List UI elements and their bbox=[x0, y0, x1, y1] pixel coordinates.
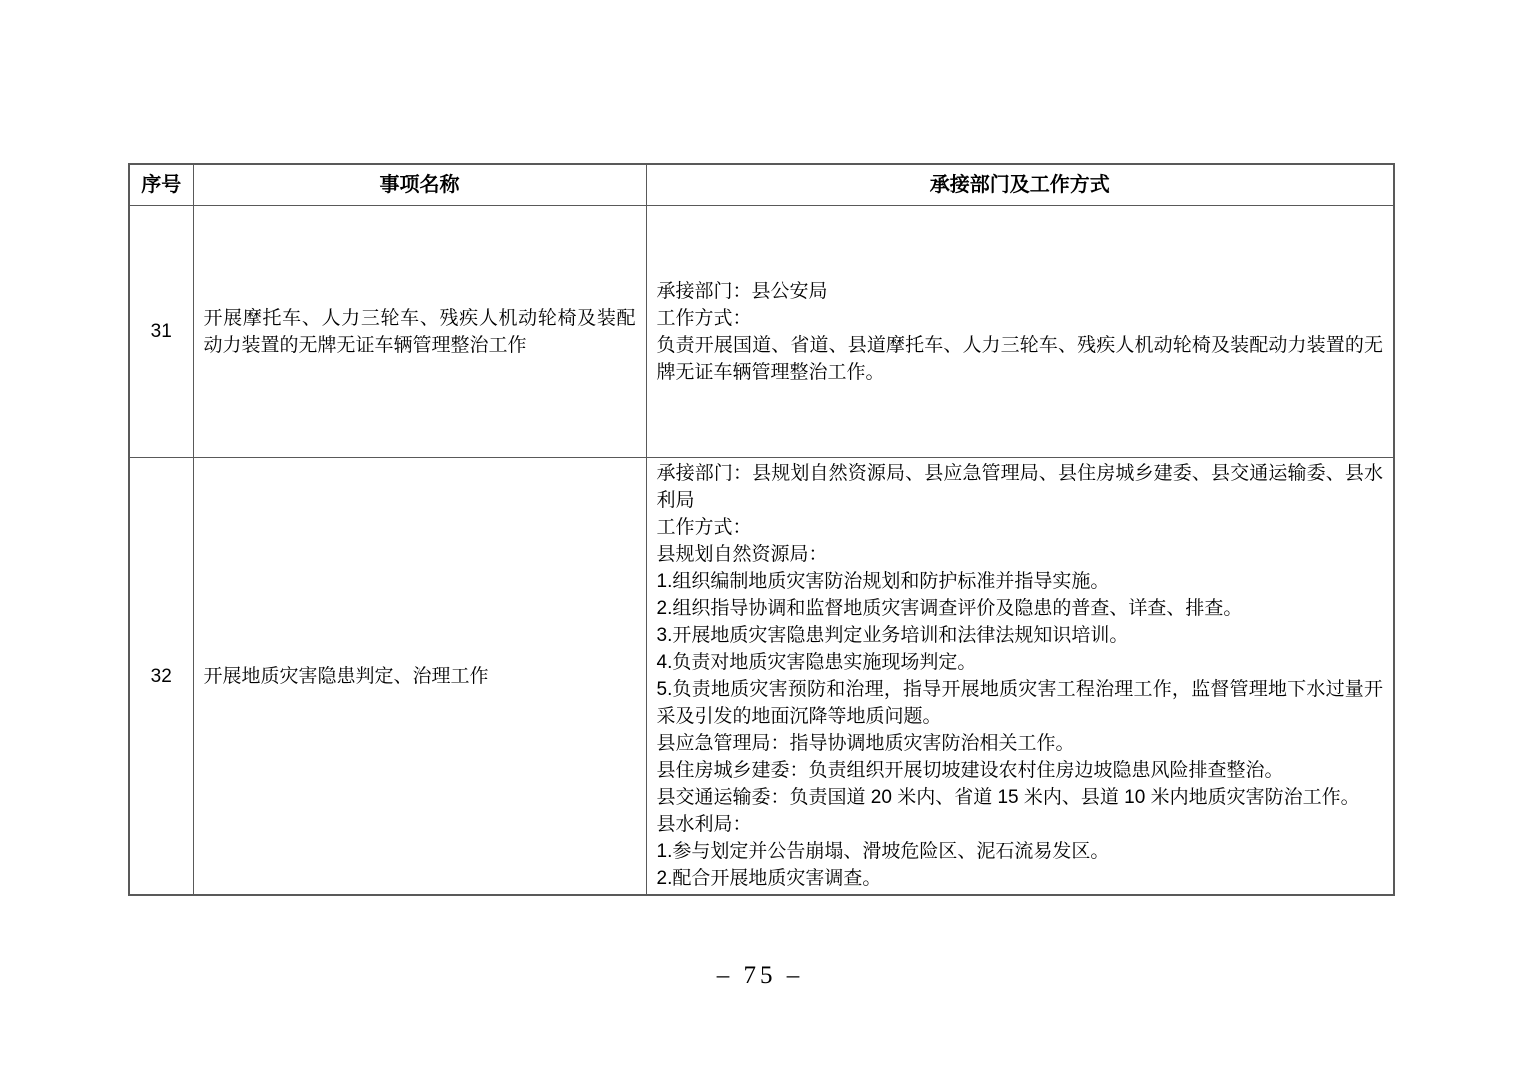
detail-paragraph: 县应急管理局：指导协调地质灾害防治相关工作。 bbox=[656, 733, 1075, 754]
detail-paragraph: 承接部门：县公安局 bbox=[656, 280, 828, 302]
serial-number: 32 bbox=[129, 458, 193, 896]
header-cell-serial: 序号 bbox=[129, 164, 193, 206]
detail-paragraph: 5.负责地质灾害预防和治理，指导开展地质灾害工程治理工作，监督管理地下水过量开采及引发的地面沉降等地质问题。 bbox=[656, 679, 1383, 727]
detail-paragraph: 县水利局： bbox=[656, 814, 752, 835]
header-cell-department: 承接部门及工作方式 bbox=[646, 164, 1394, 206]
detail-paragraph: 1.参与划定并公告崩塌、滑坡危险区、泥石流易发区。 bbox=[656, 841, 1110, 862]
detail-paragraph: 4.负责对地质灾害隐患实施现场判定。 bbox=[656, 652, 977, 673]
detail-paragraph: 工作方式： bbox=[656, 517, 752, 538]
detail-paragraph: 2.组织指导协调和监督地质灾害调查评价及隐患的普查、详查、排查。 bbox=[656, 598, 1243, 619]
serial-number: 31 bbox=[129, 206, 193, 458]
page-number: – 75 – bbox=[716, 962, 804, 989]
items-table bbox=[128, 163, 1395, 896]
table-header-row bbox=[129, 164, 1394, 206]
detail-paragraph: 1.组织编制地质灾害防治规划和防护标准并指导实施。 bbox=[656, 571, 1110, 592]
detail-paragraph: 3.开展地质灾害隐患判定业务培训和法律法规知识培训。 bbox=[656, 625, 1129, 646]
detail-paragraph: 县交通运输委：负责国道 20 米内、省道 15 米内、县道 10 米内地质灾害防治工作。 bbox=[656, 787, 1360, 808]
item-name: 开展地质灾害隐患判定、治理工作 bbox=[193, 458, 646, 896]
detail-paragraph: 负责开展国道、省道、县道摩托车、人力三轮车、残疾人机动轮椅及装配动力装置的无牌无证车辆管理整治工作。 bbox=[656, 334, 1383, 383]
item-name: 开展摩托车、人力三轮车、残疾人机动轮椅及装配动力装置的无牌无证车辆管理整治工作 bbox=[193, 206, 646, 458]
department-detail bbox=[646, 458, 1394, 896]
detail-paragraph: 2.配合开展地质灾害调查。 bbox=[656, 868, 882, 889]
table-row-32 bbox=[129, 458, 1394, 896]
header-cell-item-name: 事项名称 bbox=[193, 164, 646, 206]
table-row-31 bbox=[129, 206, 1394, 458]
detail-paragraph: 承接部门：县规划自然资源局、县应急管理局、县住房城乡建委、县交通运输委、县水利局 bbox=[656, 463, 1383, 511]
detail-paragraph: 县住房城乡建委：负责组织开展切坡建设农村住房边坡隐患风险排查整治。 bbox=[656, 760, 1284, 781]
detail-paragraph: 工作方式： bbox=[656, 307, 752, 329]
detail-paragraph: 县规划自然资源局： bbox=[656, 544, 828, 565]
department-detail bbox=[646, 206, 1394, 458]
